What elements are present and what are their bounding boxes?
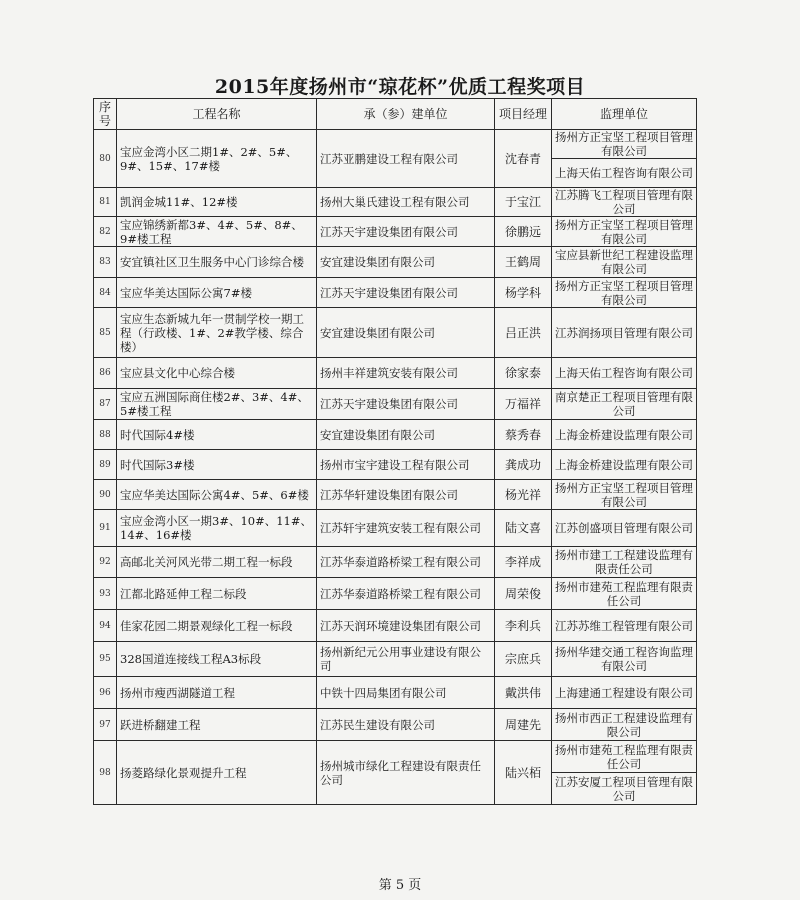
cell-no: 95 <box>94 642 117 677</box>
cell-manager: 李祥成 <box>495 547 552 578</box>
cell-project-name: 328国道连接线工程A3标段 <box>117 642 317 677</box>
cell-manager: 戴洪伟 <box>495 677 552 709</box>
cell-no: 86 <box>94 358 117 389</box>
table-row <box>94 389 697 420</box>
cell-project-name: 宝应华美达国际公寓4#、5#、6#楼 <box>117 480 317 510</box>
cell-manager: 周建先 <box>495 709 552 741</box>
cell-project-name: 宝应生态新城九年一贯制学校一期工程（行政楼、1#、2#教学楼、综合楼） <box>117 308 317 358</box>
cell-project-name: 宝应金湾小区一期3#、10#、11#、14#、16#楼 <box>117 510 317 547</box>
cell-contractor: 扬州市宝宇建设工程有限公司 <box>317 450 495 480</box>
cell-supervisor: 扬州方正宝坚工程项目管理有限公司 <box>552 217 697 247</box>
cell-supervisor: 江苏创盛项目管理有限公司 <box>552 510 697 547</box>
cell-contractor: 江苏亚鹏建设工程有限公司 <box>317 130 495 188</box>
cell-contractor: 扬州大巢氏建设工程有限公司 <box>317 188 495 217</box>
cell-project-name: 宝应县文化中心综合楼 <box>117 358 317 389</box>
cell-contractor: 江苏天润环境建设集团有限公司 <box>317 610 495 642</box>
cell-supervisor: 扬州华建交通工程咨询监理有限公司 <box>552 642 697 677</box>
cell-no: 81 <box>94 188 117 217</box>
cell-project-name: 江都北路延伸工程二标段 <box>117 578 317 610</box>
cell-manager: 蔡秀春 <box>495 420 552 450</box>
cell-project-name: 宝应锦绣新都3#、4#、5#、8#、9#楼工程 <box>117 217 317 247</box>
cell-contractor: 江苏天宇建设集团有限公司 <box>317 389 495 420</box>
document-title: 2015年度扬州市“琼花杯”优质工程奖项目 <box>214 76 586 98</box>
cell-contractor: 中铁十四局集团有限公司 <box>317 677 495 709</box>
table-row <box>94 677 697 709</box>
cell-project-name: 跃进桥翻建工程 <box>117 709 317 741</box>
cell-contractor: 江苏华泰道路桥梁工程有限公司 <box>317 547 495 578</box>
cell-manager: 徐鹏远 <box>495 217 552 247</box>
cell-manager: 沈春青 <box>495 130 552 188</box>
cell-contractor: 扬州新纪元公用事业建设有限公司 <box>317 642 495 677</box>
cell-supervisor: 扬州市建苑工程监理有限责任公司 <box>552 741 697 773</box>
cell-project-name: 扬菱路绿化景观提升工程 <box>117 741 317 805</box>
table-row <box>94 278 697 308</box>
cell-manager: 李利兵 <box>495 610 552 642</box>
cell-manager: 吕正洪 <box>495 308 552 358</box>
cell-no: 88 <box>94 420 117 450</box>
cell-supervisor: 上海建通工程建设有限公司 <box>552 677 697 709</box>
table-header-row <box>94 99 697 130</box>
table-row <box>94 247 697 278</box>
cell-project-name: 宝应华美达国际公寓7#楼 <box>117 278 317 308</box>
cell-no: 83 <box>94 247 117 278</box>
cell-supervisor: 宝应县新世纪工程建设监理有限公司 <box>552 247 697 278</box>
cell-supervisor: 扬州方正宝坚工程项目管理有限公司 <box>552 130 697 159</box>
cell-no: 87 <box>94 389 117 420</box>
cell-project-name: 宝应金湾小区二期1#、2#、5#、9#、15#、17#楼 <box>117 130 317 188</box>
header-no: 序号 <box>94 99 117 130</box>
cell-contractor: 安宜建设集团有限公司 <box>317 308 495 358</box>
cell-contractor: 扬州城市绿化工程建设有限责任公司 <box>317 741 495 805</box>
cell-project-name: 宝应五洲国际商住楼2#、3#、4#、5#楼工程 <box>117 389 317 420</box>
cell-supervisor: 上海天佑工程咨询有限公司 <box>552 358 697 389</box>
cell-no: 85 <box>94 308 117 358</box>
cell-supervisor: 扬州市建苑工程监理有限责任公司 <box>552 578 697 610</box>
cell-contractor: 江苏天宇建设集团有限公司 <box>317 217 495 247</box>
table-row <box>94 188 697 217</box>
table-row <box>94 480 697 510</box>
table-row <box>94 420 697 450</box>
cell-supervisor: 上海金桥建设监理有限公司 <box>552 420 697 450</box>
table-row <box>94 741 697 773</box>
cell-contractor: 江苏民生建设有限公司 <box>317 709 495 741</box>
cell-manager: 陆兴栢 <box>495 741 552 805</box>
cell-no: 96 <box>94 677 117 709</box>
cell-no: 89 <box>94 450 117 480</box>
cell-supervisor: 扬州市建工工程建设监理有限责任公司 <box>552 547 697 578</box>
table-row <box>94 308 697 358</box>
header-supervisor: 监理单位 <box>552 99 697 130</box>
cell-contractor: 江苏轩宇建筑安装工程有限公司 <box>317 510 495 547</box>
cell-project-name: 凯润金城11#、12#楼 <box>117 188 317 217</box>
cell-manager: 王鹤周 <box>495 247 552 278</box>
cell-supervisor: 江苏安厦工程项目管理有限公司 <box>552 773 697 805</box>
table-row <box>94 709 697 741</box>
page-number: 第 5 页 <box>378 878 422 893</box>
table-row <box>94 510 697 547</box>
cell-manager: 徐家泰 <box>495 358 552 389</box>
cell-no: 93 <box>94 578 117 610</box>
table-row <box>94 642 697 677</box>
cell-no: 94 <box>94 610 117 642</box>
cell-project-name: 佳家花园二期景观绿化工程一标段 <box>117 610 317 642</box>
cell-no: 92 <box>94 547 117 578</box>
cell-contractor: 江苏天宇建设集团有限公司 <box>317 278 495 308</box>
cell-no: 80 <box>94 130 117 188</box>
cell-supervisor: 扬州方正宝坚工程项目管理有限公司 <box>552 278 697 308</box>
projects-table <box>93 98 697 805</box>
cell-project-name: 时代国际4#楼 <box>117 420 317 450</box>
cell-project-name: 时代国际3#楼 <box>117 450 317 480</box>
cell-manager: 万福祥 <box>495 389 552 420</box>
cell-supervisor: 扬州方正宝坚工程项目管理有限公司 <box>552 480 697 510</box>
table-row <box>94 358 697 389</box>
table-row <box>94 217 697 247</box>
cell-project-name: 高邮北关河风光带二期工程一标段 <box>117 547 317 578</box>
cell-manager: 于宝江 <box>495 188 552 217</box>
table-row <box>94 547 697 578</box>
table-row <box>94 578 697 610</box>
cell-contractor: 安宜建设集团有限公司 <box>317 247 495 278</box>
header-name: 工程名称 <box>117 99 317 130</box>
cell-no: 84 <box>94 278 117 308</box>
cell-contractor: 江苏华轩建设集团有限公司 <box>317 480 495 510</box>
cell-manager: 龚成功 <box>495 450 552 480</box>
cell-no: 91 <box>94 510 117 547</box>
cell-supervisor: 上海金桥建设监理有限公司 <box>552 450 697 480</box>
cell-supervisor: 南京楚正工程项目管理有限公司 <box>552 389 697 420</box>
cell-supervisor: 上海天佑工程咨询有限公司 <box>552 159 697 188</box>
cell-supervisor: 江苏腾飞工程项目管理有限公司 <box>552 188 697 217</box>
header-contractor: 承（参）建单位 <box>317 99 495 130</box>
cell-manager: 杨学科 <box>495 278 552 308</box>
cell-no: 97 <box>94 709 117 741</box>
cell-project-name: 安宜镇社区卫生服务中心门诊综合楼 <box>117 247 317 278</box>
cell-contractor: 扬州丰祥建筑安装有限公司 <box>317 358 495 389</box>
cell-contractor: 江苏华泰道路桥梁工程有限公司 <box>317 578 495 610</box>
cell-no: 82 <box>94 217 117 247</box>
header-manager: 项目经理 <box>495 99 552 130</box>
cell-no: 98 <box>94 741 117 805</box>
cell-project-name: 扬州市瘦西湖隧道工程 <box>117 677 317 709</box>
cell-manager: 陆文喜 <box>495 510 552 547</box>
cell-supervisor: 江苏苏维工程管理有限公司 <box>552 610 697 642</box>
cell-manager: 周荣俊 <box>495 578 552 610</box>
cell-manager: 宗庶兵 <box>495 642 552 677</box>
cell-no: 90 <box>94 480 117 510</box>
table-body <box>94 130 697 805</box>
table-row <box>94 130 697 159</box>
table-row <box>94 610 697 642</box>
cell-manager: 杨光祥 <box>495 480 552 510</box>
cell-contractor: 安宜建设集团有限公司 <box>317 420 495 450</box>
table-row <box>94 450 697 480</box>
cell-supervisor: 江苏润扬项目管理有限公司 <box>552 308 697 358</box>
cell-supervisor: 扬州市西正工程建设监理有限公司 <box>552 709 697 741</box>
